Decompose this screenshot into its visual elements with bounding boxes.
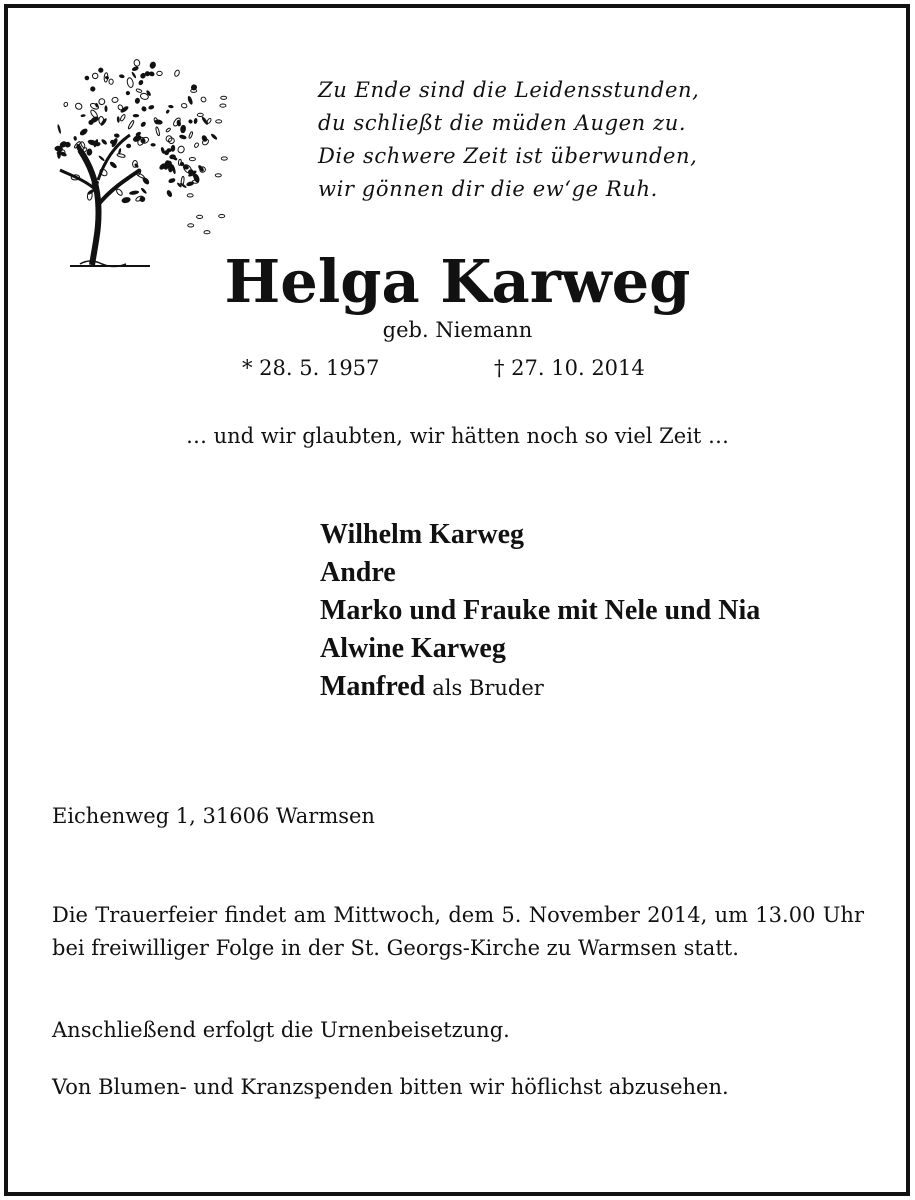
poem-line: Zu Ende sind die Leidensstunden, <box>318 78 700 102</box>
mourner-name: Andre <box>320 557 396 588</box>
mourner-name: Manfred <box>320 671 426 702</box>
mourner <box>320 630 890 668</box>
poem-line: Die schwere Zeit ist überwunden, <box>318 144 698 168</box>
mourner <box>320 668 890 707</box>
mourner <box>320 516 890 554</box>
mourner <box>320 592 890 630</box>
flowers-request-paragraph: Von Blumen- und Kranzspenden bitten wir höflichst abzusehen. <box>52 1075 729 1099</box>
mourner-relation: als Bruder <box>432 676 544 700</box>
death-date: † 27. 10. 2014 <box>494 356 645 380</box>
mourner-name: Alwine Karweg <box>320 633 506 664</box>
mourners-list <box>320 516 890 707</box>
funeral-service-paragraph: Die Trauerfeier findet am Mittwoch, dem 5. November 2014, um 13.00 Uhr bei freiwilliger Folge in der St. Georgs-Kirche zu Warmsen statt. <box>52 903 864 960</box>
quote: … und wir glaubten, wir hätten noch so viel Zeit … <box>185 424 730 448</box>
urn-burial-paragraph: Anschließend erfolgt die Urnenbeisetzung. <box>52 1018 510 1042</box>
poem-line: wir gönnen dir die ew‘ge Ruh. <box>318 177 658 201</box>
maiden-name: geb. Niemann <box>382 318 533 342</box>
mourner-name: Marko und Frauke mit Nele und Nia <box>320 595 761 626</box>
tree-icon <box>40 40 230 270</box>
life-dates <box>0 356 915 386</box>
mourner-name: Wilhelm Karweg <box>320 519 525 550</box>
poem <box>318 74 838 206</box>
birth-date: * 28. 5. 1957 <box>242 356 380 380</box>
mourner <box>320 554 890 592</box>
deceased-name: Helga Karweg <box>224 247 691 316</box>
address: Eichenweg 1, 31606 Warmsen <box>52 804 375 828</box>
poem-line: du schließt die müden Augen zu. <box>318 111 687 135</box>
